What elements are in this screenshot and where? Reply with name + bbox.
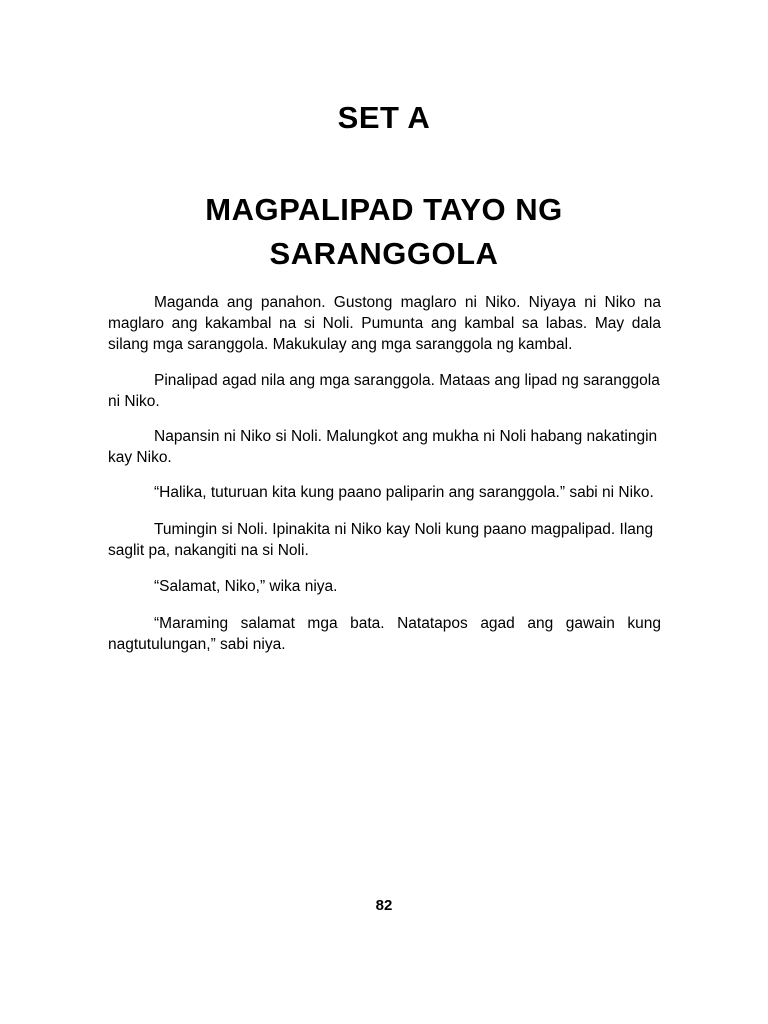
paragraph: Maganda ang panahon. Gustong maglaro ni Niko. Niyaya ni Niko na maglaro ang kakambal na si Noli. Pumunta ang kambal sa labas. May dala silang mga saranggola. Makukulay ang mga saranggola ng kambal. bbox=[108, 294, 661, 353]
paragraph: Pinalipad agad nila ang mga saranggola. Mataas ang lipad ng saranggola ni Niko. bbox=[108, 372, 660, 410]
paragraph: “Salamat, Niko,” wika niya. bbox=[154, 578, 338, 595]
paragraph: “Halika, tuturuan kita kung paano paliparin ang saranggola.” sabi ni Niko. bbox=[154, 484, 654, 501]
set-label: SET A bbox=[337, 100, 431, 135]
story-body bbox=[108, 292, 661, 655]
story-title: MAGPALIPAD TAYO NG SARANGGOLA bbox=[205, 192, 563, 271]
paragraph: Napansin ni Niko si Noli. Malungkot ang mukha ni Noli habang nakatingin kay Niko. bbox=[108, 428, 658, 466]
paragraph: “Maraming salamat mga bata. Natatapos agad ang gawain kung nagtutulungan,” sabi niya. bbox=[108, 615, 661, 653]
paragraph: Tumingin si Noli. Ipinakita ni Niko kay Noli kung paano magpalipad. Ilang saglit pa, nakangiti na si Noli. bbox=[108, 521, 654, 559]
page-number: 82 bbox=[375, 897, 393, 914]
